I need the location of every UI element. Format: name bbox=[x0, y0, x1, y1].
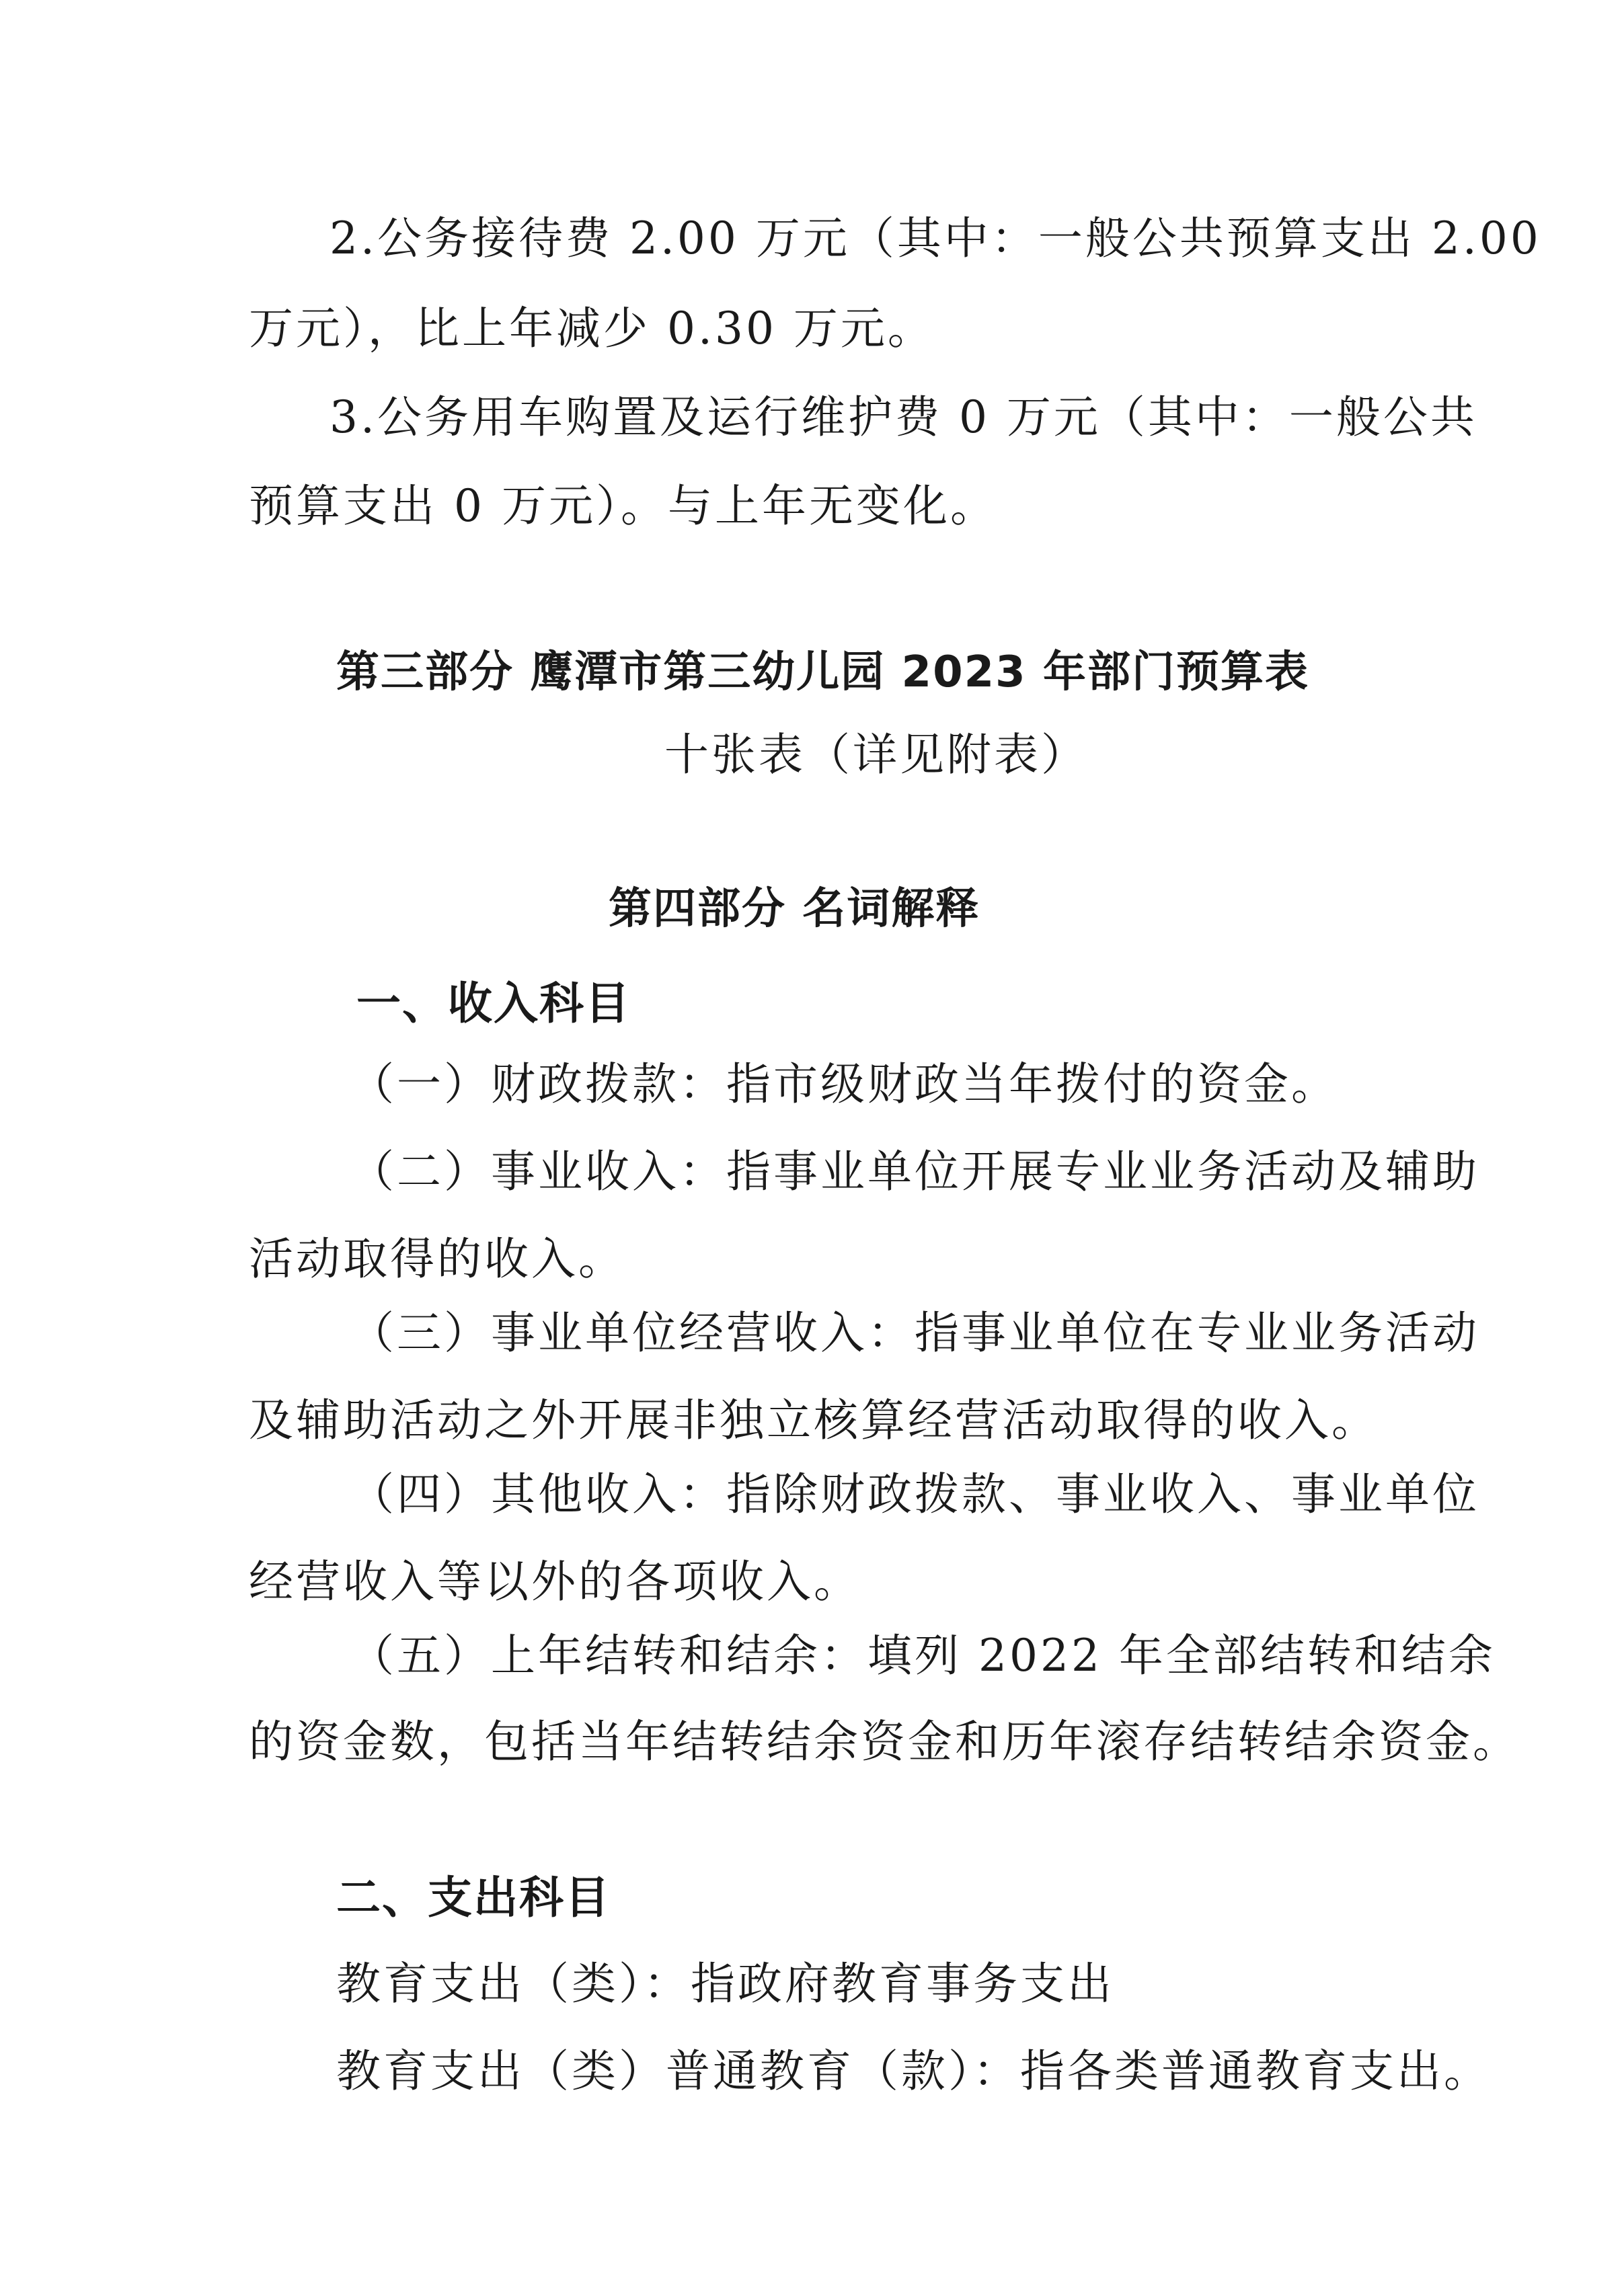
reception-fee-line-1: 2.公务接待费 2.00 万元（其中：一般公共预算支出 2.00 bbox=[330, 212, 1541, 264]
expense-section-heading: 二、支出科目 bbox=[336, 1872, 611, 1924]
expense-item-2: 教育支出（类）普通教育（款）：指各类普通教育支出。 bbox=[336, 2045, 1491, 2097]
part4-title: 第四部分 名词解释 bbox=[609, 884, 980, 934]
expense-item-1: 教育支出（类）：指政府教育事务支出 bbox=[336, 1958, 1114, 2010]
income-item-3-line-2: 及辅助活动之外开展非独立核算经营活动取得的收入。 bbox=[249, 1394, 1379, 1446]
income-item-2-line-2: 活动取得的收入。 bbox=[249, 1233, 625, 1285]
income-section-heading: 一、收入科目 bbox=[356, 978, 631, 1029]
reception-fee-line-2: 万元），比上年减少 0.30 万元。 bbox=[249, 303, 935, 354]
income-item-4-line-2: 经营收入等以外的各项收入。 bbox=[249, 1556, 861, 1608]
vehicle-fee-line-2: 预算支出 0 万元）。与上年无变化。 bbox=[249, 480, 997, 532]
part3-title: 第三部分 鹰潭市第三幼儿园 2023 年部门预算表 bbox=[336, 647, 1309, 697]
income-item-3-line-1: （三）事业单位经营收入：指事业单位在专业业务活动 bbox=[350, 1307, 1479, 1359]
income-item-1-line-1: （一）财政拨款：指市级财政当年拨付的资金。 bbox=[350, 1058, 1338, 1110]
income-item-5-line-1: （五）上年结转和结余：填列 2022 年全部结转和结余 bbox=[350, 1630, 1496, 1681]
income-item-4-line-1: （四）其他收入：指除财政拨款、事业收入、事业单位 bbox=[350, 1468, 1479, 1520]
income-item-5-line-2: 的资金数，包括当年结转结余资金和历年滚存结转结余资金。 bbox=[249, 1716, 1520, 1768]
part3-subtitle: 十张表（详见附表） bbox=[664, 729, 1088, 781]
income-item-2-line-1: （二）事业收入：指事业单位开展专业业务活动及辅助 bbox=[350, 1146, 1479, 1197]
vehicle-fee-line-1: 3.公务用车购置及运行维护费 0 万元（其中：一般公共 bbox=[330, 391, 1477, 443]
